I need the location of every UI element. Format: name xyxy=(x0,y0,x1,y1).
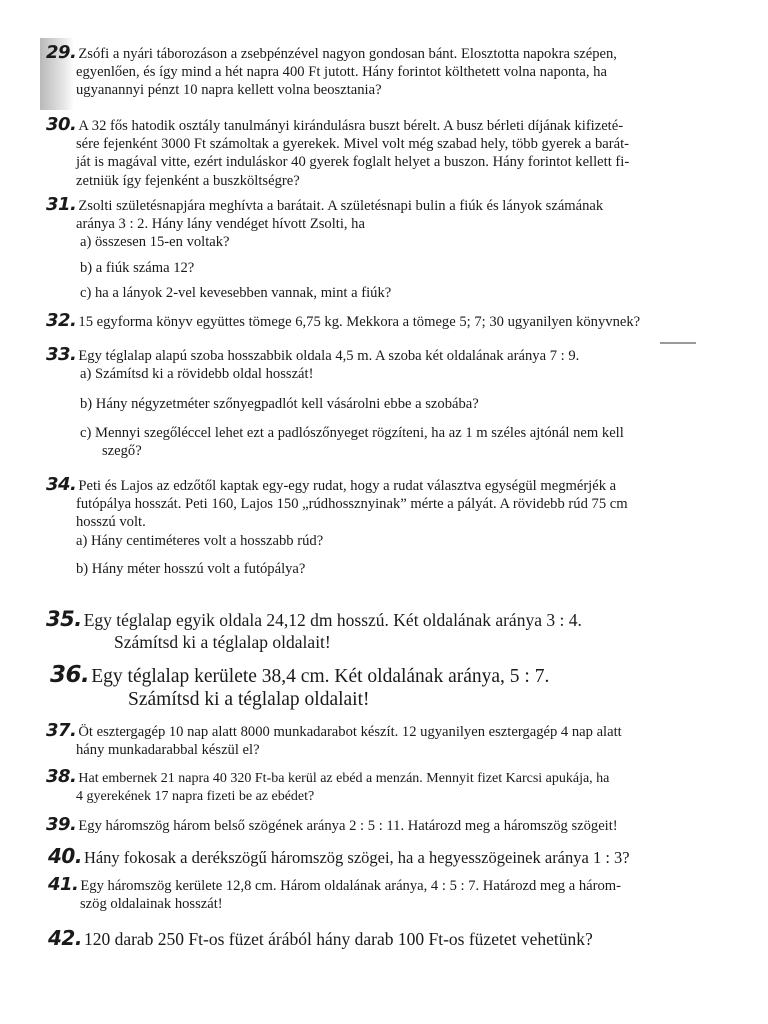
problem-number: 38. xyxy=(46,766,77,787)
problem-text-line: Számítsd ki a téglalap oldalait! xyxy=(114,632,331,652)
problem-text-line: Hány fokosak a derékszögű háromszög szögei, ha a hegyesszögeinek aránya 1 : 3? xyxy=(83,848,630,867)
problem-text-line: ugyanannyi pénzt 10 napra kellett volna beosztania? xyxy=(76,82,382,99)
problem-text-line: Zsófi a nyári táborozáson a zsebpénzével nagyon gondosan bánt. Elosztotta napokra szépen, xyxy=(78,46,617,62)
problem-number: 36. xyxy=(50,662,90,688)
problem-text-line: Zsolti születésnapjára meghívta a barátait. A születésnapi bulin a fiúk és lányok számának xyxy=(78,198,604,214)
problem-number: 32. xyxy=(46,310,77,331)
problem-text-line: hány munkadarabbal készül el? xyxy=(76,742,260,759)
problem-text-line: A 32 fős hatodik osztály tanulmányi kirándulásra buszt bérelt. A busz bérleti díjának kifizeté- xyxy=(78,118,624,134)
subquestion: a) Hány centiméteres volt a hosszabb rúd? xyxy=(76,532,324,549)
problem-34 xyxy=(46,476,628,578)
problem-42 xyxy=(48,928,593,950)
problem-text-line: hosszú volt. xyxy=(76,514,146,531)
problem-41 xyxy=(48,876,621,913)
problem-text-line: 15 egyforma könyv együttes tömege 6,75 kg. Mekkora a tömege 5; 7; 30 ugyanilyen könyvnek? xyxy=(78,314,641,330)
problem-number: 35. xyxy=(46,607,82,631)
problem-36 xyxy=(50,664,549,711)
problem-text-line: ját is magával vitte, ezért induláskor 40 gyerek foglalt helyet a buszon. Hány forintot kellett fi- xyxy=(76,154,630,171)
problem-number: 33. xyxy=(46,344,77,365)
problem-text-line: 4 gyerekének 17 napra fizeti be az ebédet? xyxy=(76,789,315,805)
problem-number: 40. xyxy=(48,844,82,868)
problem-33 xyxy=(46,346,624,460)
problem-text-line: Peti és Lajos az edzőtől kaptak egy-egy rudat, hogy a rudat választva egységül megmérjék a xyxy=(78,478,617,494)
problem-31 xyxy=(46,196,603,302)
problem-number: 31. xyxy=(46,194,77,215)
subquestion: a) összesen 15-en voltak? xyxy=(80,234,230,251)
problem-text-line: egyenlően, és így mind a hét napra 400 Ft jutott. Hány forintot költhetett volna naponta, ha xyxy=(76,64,607,81)
problem-text-line: sére fejenként 3000 Ft számoltak a gyerekek. Mivel volt még szabad hely, több gyerek a barát- xyxy=(76,136,630,153)
problem-text-line: 120 darab 250 Ft-os füzet árából hány darab 100 Ft-os füzetet vehetünk? xyxy=(83,929,593,949)
problem-39 xyxy=(46,816,618,835)
problem-37 xyxy=(46,722,622,759)
subquestion: c) ha a lányok 2-vel kevesebben vannak, mint a fiúk? xyxy=(80,284,392,301)
problem-text-line: Hat embernek 21 napra 40 320 Ft-ba kerül az ebéd a menzán. Mennyit fizet Karcsi apukája, ha xyxy=(78,771,610,786)
subquestion: b) Hány méter hosszú volt a futópálya? xyxy=(76,560,306,577)
subquestion: c) Mennyi szegőléccel lehet ezt a padlószőnyeget rögzíteni, ha az 1 m széles ajtónál nem kell xyxy=(80,424,624,441)
problem-38 xyxy=(46,768,609,806)
subquestion: a) Számítsd ki a rövidebb oldal hosszát! xyxy=(80,366,314,383)
problem-32 xyxy=(46,312,640,331)
problem-40 xyxy=(48,846,630,868)
problem-text-line: Egy téglalap alapú szoba hosszabbik oldala 4,5 m. A szoba két oldalának aránya 7 : 9. xyxy=(78,348,580,364)
problem-number: 39. xyxy=(46,814,77,835)
problem-text-line: Egy háromszög három belső szögének aránya 2 : 5 : 11. Határozd meg a háromszög szögeit! xyxy=(78,818,618,834)
problem-text-line: aránya 3 : 2. Hány lány vendéget hívott Zsolti, ha xyxy=(76,216,365,233)
problem-text-line: szög oldalainak hosszát! xyxy=(80,896,223,913)
problem-text-line: Egy háromszög kerülete 12,8 cm. Három oldalának aránya, 4 : 5 : 7. Határozd meg a három- xyxy=(80,878,621,894)
problem-text-line: futópálya hosszát. Peti 160, Lajos 150 „rúdhossznyinak” mérte a pályát. A rövidebb rúd 75 cm xyxy=(76,496,628,513)
problem-35 xyxy=(46,608,582,653)
problem-number: 30. xyxy=(46,114,77,135)
subquestion: b) Hány négyzetméter szőnyegpadlót kell vásárolni ebbe a szobába? xyxy=(80,396,479,413)
problem-number: 42. xyxy=(48,926,82,950)
problem-text-line: zetniük így fejenként a buszköltségre? xyxy=(76,172,300,189)
problem-text-line: Számítsd ki a téglalap oldalait! xyxy=(128,689,370,710)
subquestion: b) a fiúk száma 12? xyxy=(80,259,195,276)
problem-number: 34. xyxy=(46,474,77,495)
problem-text-line: Egy téglalap kerülete 38,4 cm. Két oldalának aránya, 5 : 7. xyxy=(91,666,550,687)
problem-text-line: Egy téglalap egyik oldala 24,12 dm hosszú. Két oldalának aránya 3 : 4. xyxy=(83,610,582,630)
problem-number: 41. xyxy=(48,874,79,895)
problem-30 xyxy=(46,116,629,190)
scan-artifact-line xyxy=(660,342,696,344)
problem-29 xyxy=(46,44,617,100)
subquestion-continued: szegő? xyxy=(102,442,142,459)
problem-number: 37. xyxy=(46,720,77,741)
problem-text-line: Öt esztergagép 10 nap alatt 8000 munkadarabot készít. 12 ugyanilyen esztergagép 4 nap alatt xyxy=(78,724,622,740)
problem-number: 29. xyxy=(46,42,77,63)
